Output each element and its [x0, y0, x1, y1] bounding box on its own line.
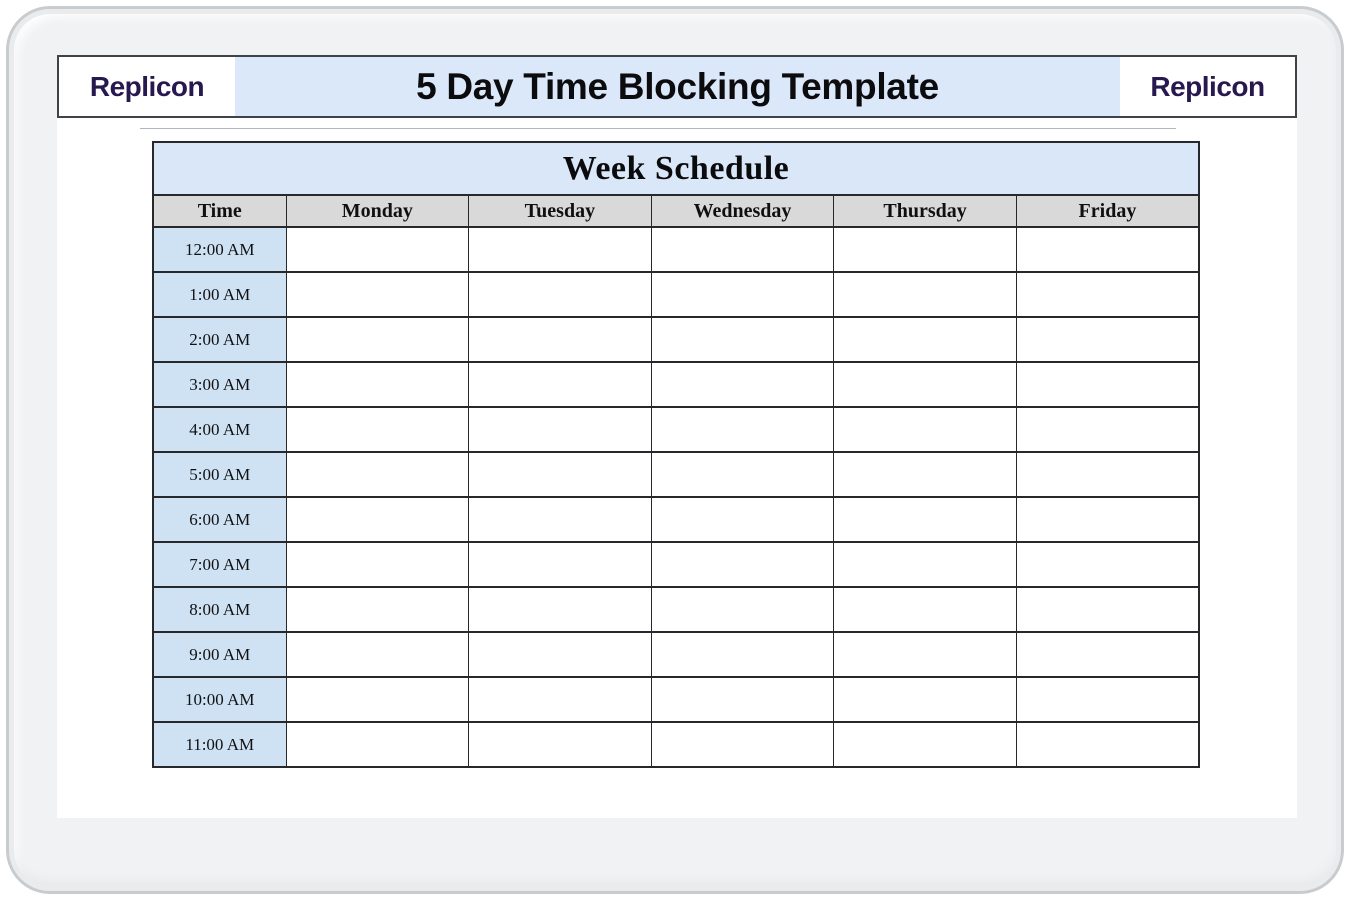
schedule-table-wrap [152, 141, 1200, 768]
schedule-cell-tuesday-11[interactable] [469, 722, 652, 767]
schedule-cell-wednesday-7[interactable] [651, 542, 834, 587]
schedule-cell-thursday-3[interactable] [834, 362, 1017, 407]
schedule-cell-tuesday-3[interactable] [469, 362, 652, 407]
schedule-cell-thursday-9[interactable] [834, 632, 1017, 677]
schedule-body [153, 227, 1199, 767]
schedule-table [152, 141, 1200, 768]
schedule-row [153, 317, 1199, 362]
schedule-cell-wednesday-3[interactable] [651, 362, 834, 407]
schedule-cell-monday-9[interactable] [286, 632, 469, 677]
schedule-cell-thursday-7[interactable] [834, 542, 1017, 587]
schedule-cell-tuesday-2[interactable] [469, 317, 652, 362]
schedule-cell-thursday-11[interactable] [834, 722, 1017, 767]
schedule-cell-wednesday-0[interactable] [651, 227, 834, 272]
schedule-cell-friday-10[interactable] [1016, 677, 1199, 722]
schedule-cell-wednesday-10[interactable] [651, 677, 834, 722]
time-cell: 8:00 AM [153, 587, 286, 632]
schedule-cell-thursday-1[interactable] [834, 272, 1017, 317]
divider-line [140, 128, 1176, 129]
replicon-logo-left: Replicon [89, 70, 205, 102]
header-bar [57, 55, 1297, 118]
schedule-cell-monday-6[interactable] [286, 497, 469, 542]
schedule-cell-wednesday-11[interactable] [651, 722, 834, 767]
time-cell: 9:00 AM [153, 632, 286, 677]
schedule-cell-friday-11[interactable] [1016, 722, 1199, 767]
time-cell: 10:00 AM [153, 677, 286, 722]
time-cell: 4:00 AM [153, 407, 286, 452]
time-cell: 12:00 AM [153, 227, 286, 272]
schedule-row [153, 587, 1199, 632]
schedule-row [153, 632, 1199, 677]
time-cell: 6:00 AM [153, 497, 286, 542]
schedule-cell-wednesday-2[interactable] [651, 317, 834, 362]
logo-section-left [59, 57, 235, 116]
schedule-cell-thursday-6[interactable] [834, 497, 1017, 542]
schedule-cell-tuesday-4[interactable] [469, 407, 652, 452]
schedule-cell-tuesday-8[interactable] [469, 587, 652, 632]
schedule-cell-friday-0[interactable] [1016, 227, 1199, 272]
column-header-wednesday: Wednesday [651, 195, 834, 227]
time-cell: 7:00 AM [153, 542, 286, 587]
column-header-row [153, 195, 1199, 227]
schedule-cell-thursday-2[interactable] [834, 317, 1017, 362]
time-cell: 11:00 AM [153, 722, 286, 767]
schedule-row [153, 272, 1199, 317]
time-cell: 2:00 AM [153, 317, 286, 362]
schedule-row [153, 722, 1199, 767]
schedule-row [153, 407, 1199, 452]
schedule-cell-monday-7[interactable] [286, 542, 469, 587]
schedule-cell-friday-3[interactable] [1016, 362, 1199, 407]
schedule-cell-wednesday-1[interactable] [651, 272, 834, 317]
schedule-cell-tuesday-0[interactable] [469, 227, 652, 272]
schedule-row [153, 362, 1199, 407]
schedule-cell-thursday-8[interactable] [834, 587, 1017, 632]
schedule-row [153, 452, 1199, 497]
schedule-cell-wednesday-5[interactable] [651, 452, 834, 497]
schedule-cell-monday-1[interactable] [286, 272, 469, 317]
schedule-cell-friday-6[interactable] [1016, 497, 1199, 542]
schedule-cell-tuesday-10[interactable] [469, 677, 652, 722]
schedule-cell-wednesday-4[interactable] [651, 407, 834, 452]
schedule-cell-tuesday-9[interactable] [469, 632, 652, 677]
column-header-monday: Monday [286, 195, 469, 227]
schedule-cell-monday-5[interactable] [286, 452, 469, 497]
schedule-cell-wednesday-8[interactable] [651, 587, 834, 632]
schedule-cell-friday-9[interactable] [1016, 632, 1199, 677]
schedule-cell-monday-0[interactable] [286, 227, 469, 272]
schedule-cell-thursday-4[interactable] [834, 407, 1017, 452]
schedule-cell-friday-8[interactable] [1016, 587, 1199, 632]
time-cell: 5:00 AM [153, 452, 286, 497]
schedule-cell-thursday-0[interactable] [834, 227, 1017, 272]
schedule-cell-friday-7[interactable] [1016, 542, 1199, 587]
schedule-cell-friday-2[interactable] [1016, 317, 1199, 362]
schedule-cell-wednesday-6[interactable] [651, 497, 834, 542]
schedule-cell-monday-2[interactable] [286, 317, 469, 362]
logo-section-right [1120, 57, 1295, 116]
schedule-row [153, 677, 1199, 722]
schedule-cell-monday-8[interactable] [286, 587, 469, 632]
schedule-cell-monday-11[interactable] [286, 722, 469, 767]
schedule-cell-monday-3[interactable] [286, 362, 469, 407]
schedule-cell-tuesday-1[interactable] [469, 272, 652, 317]
column-header-friday: Friday [1016, 195, 1199, 227]
schedule-title: Week Schedule [153, 142, 1199, 195]
schedule-cell-tuesday-6[interactable] [469, 497, 652, 542]
schedule-cell-thursday-10[interactable] [834, 677, 1017, 722]
title-section [235, 57, 1120, 116]
column-header-tuesday: Tuesday [469, 195, 652, 227]
schedule-cell-wednesday-9[interactable] [651, 632, 834, 677]
time-cell: 3:00 AM [153, 362, 286, 407]
schedule-cell-monday-4[interactable] [286, 407, 469, 452]
schedule-row [153, 227, 1199, 272]
schedule-title-row [153, 142, 1199, 195]
schedule-cell-thursday-5[interactable] [834, 452, 1017, 497]
schedule-cell-tuesday-5[interactable] [469, 452, 652, 497]
column-header-thursday: Thursday [834, 195, 1017, 227]
schedule-cell-friday-5[interactable] [1016, 452, 1199, 497]
schedule-row [153, 497, 1199, 542]
document-page [57, 55, 1297, 818]
schedule-cell-tuesday-7[interactable] [469, 542, 652, 587]
time-cell: 1:00 AM [153, 272, 286, 317]
schedule-row [153, 542, 1199, 587]
schedule-cell-monday-10[interactable] [286, 677, 469, 722]
schedule-cell-friday-4[interactable] [1016, 407, 1199, 452]
replicon-logo-right: Replicon [1150, 70, 1265, 102]
page-title: 5 Day Time Blocking Template [416, 65, 939, 107]
column-header-time: Time [153, 195, 286, 227]
schedule-cell-friday-1[interactable] [1016, 272, 1199, 317]
